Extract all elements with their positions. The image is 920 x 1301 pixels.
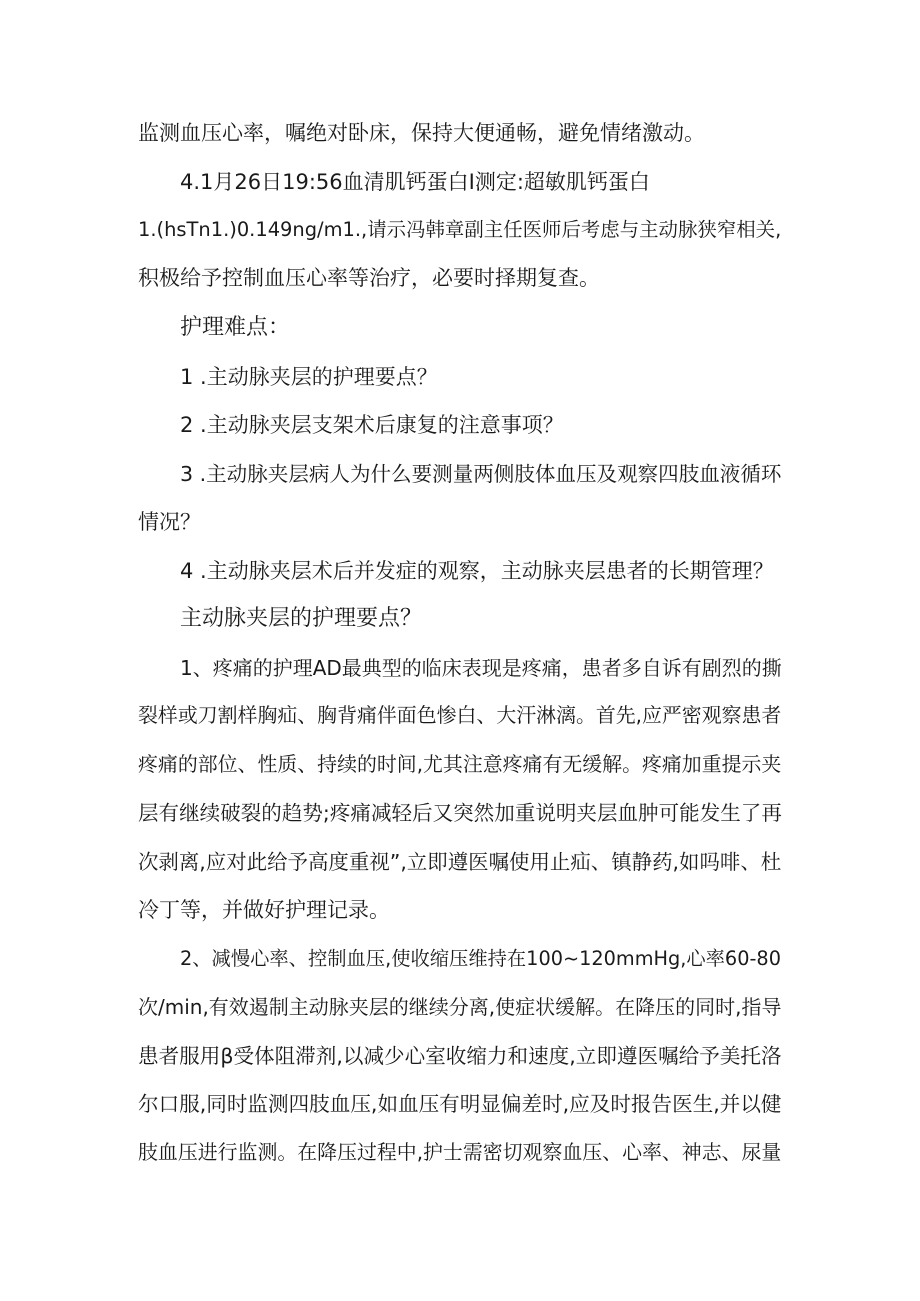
paragraph-line: 疼痛的部位、性质、持续的时间,尤其注意疼痛有无缓解。疼痛加重提示夹 <box>138 753 782 776</box>
section-heading: 主动脉夹层的护理要点？ <box>180 606 423 631</box>
paragraph-line: 4.1月26日19:56血清肌钙蛋白I测定:超敏肌钙蛋白 <box>180 170 650 194</box>
paragraph-line: 尔口服,同时监测四肢血压,如血压有明显偏差时,应及时报告医生,并以健 <box>138 1092 782 1116</box>
section-heading: 护理难点： <box>180 315 291 340</box>
paragraph-line: 积极给予控制血压心率等治疗，必要时择期复查。 <box>138 266 600 290</box>
paragraph-line: 2、减慢心率、控制血压,使收缩压维持在100~120mmHg,心率60-80 <box>180 947 781 970</box>
list-item: 4 .主动脉夹层术后并发症的观察，主动脉夹层患者的长期管理？ <box>180 559 774 583</box>
paragraph-line: 1、疼痛的护理AD最典型的临床表现是疼痛，患者多自诉有剧烈的撕 <box>180 656 782 680</box>
paragraph-line: 次剥离,应对此给予高度重视”,立即遵医嘱使用止疝、镇静药,如吗啡、杜 <box>138 850 782 874</box>
paragraph-line: 裂样或刀割样胸疝、胸背痛伴面色惨白、大汗淋漓。首先,应严密观察患者 <box>138 704 782 727</box>
list-item: 2 .主动脉夹层支架术后康复的注意事项？ <box>180 413 564 437</box>
paragraph-line: 次/min,有效遏制主动脉夹层的继续分离,使症状缓解。在降压的同时,指导 <box>138 995 782 1019</box>
paragraph-line: 肢血压进行监测。在降压过程中,护士需密切观察血压、心率、神志、尿量 <box>138 1141 782 1164</box>
paragraph-line: 1.(hsTn1.)0.149ng/m1.,请示冯韩章副主任医师后考虑与主动脉狭窄相关, <box>138 218 782 241</box>
list-item: 1 .主动脉夹层的护理要点？ <box>180 365 438 389</box>
paragraph-line: 层有继续破裂的趋势;疼痛减轻后又突然加重说明夹层血肿可能发生了再 <box>138 801 782 825</box>
paragraph-line: 患者服用β受体阻滞剂,以减少心室收缩力和速度,立即遵医嘱给予美托洛 <box>138 1044 782 1068</box>
paragraph-line: 监测血压心率，嘱绝对卧床，保持大便通畅，避免情绪激动。 <box>138 121 705 145</box>
list-item: 3 .主动脉夹层病人为什么要测量两侧肢体血压及观察四肢血液循环 <box>180 462 782 486</box>
paragraph-line: 冷丁等，并做好护理记录。 <box>138 898 390 922</box>
paragraph-line: 情况？ <box>138 510 201 534</box>
